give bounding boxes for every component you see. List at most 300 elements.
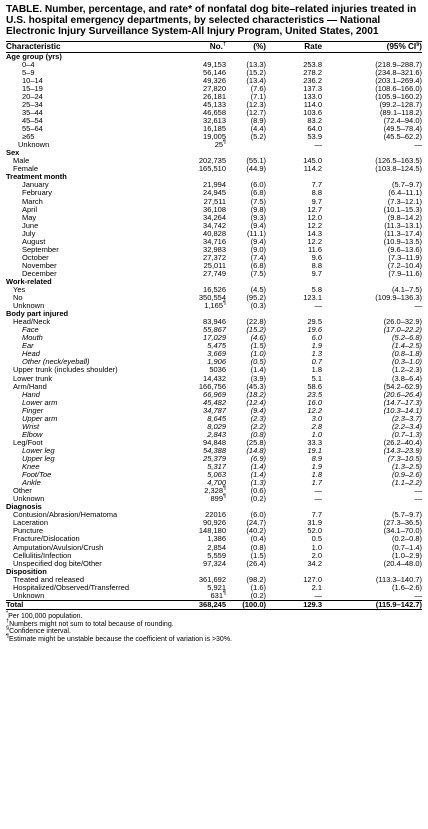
footnote-text: Estimate might be unstable because the coefficient of variation is >30%. (8, 636, 232, 644)
row-label-text: Head/Neck (13, 317, 51, 327)
cell-ci-text: (49.5–78.4) (383, 124, 422, 134)
row-label-text: November (22, 260, 57, 270)
row-label-text: Unknown (13, 494, 45, 504)
cell-rate-text: 127.0 (303, 574, 322, 584)
cell-number-text: 27,511 (203, 196, 226, 206)
cell-percent-text: (0.8) (250, 542, 266, 552)
row-label-text: Unspecified dog bite/Other (13, 558, 102, 568)
cell-rate-text: 6.0 (311, 333, 322, 343)
cell-percent-text: (6.0) (250, 510, 266, 520)
cell-rate-text: 1.7 (311, 478, 322, 488)
cell-rate-text: 114.0 (303, 99, 322, 109)
footnote-mark: ¶ (223, 300, 226, 307)
cell-number-text: 36,108 (203, 204, 226, 214)
cell-ci-text: (99.2–128.7) (379, 99, 422, 109)
cell-rate-text: 2.1 (311, 582, 322, 592)
footnote-mark: ¶ (223, 590, 226, 597)
cell-ci-text: (89.1–118.2) (380, 107, 422, 117)
cell-number-text: 5,063 (207, 470, 226, 480)
cell-percent-text: (1.5) (250, 550, 266, 560)
cell-number-text: 34,716 (203, 236, 226, 246)
cell-number-text: 34,742 (203, 220, 226, 230)
cell-rate-text: 12.0 (307, 212, 322, 222)
cell-number-text: 2,328 (204, 486, 224, 496)
cell-ci (322, 487, 422, 495)
cell-ci-text: (0.2–0.8) (391, 534, 422, 544)
cell-rate-text: 133.0 (303, 91, 322, 101)
cell-number-text: 55,867 (203, 325, 226, 335)
row-label-text: 10–14 (22, 75, 43, 85)
header-number (180, 41, 226, 52)
cell-rate-text: 12.2 (307, 236, 322, 246)
row-label (6, 141, 180, 149)
table-body (6, 52, 422, 609)
row-label-text: September (22, 244, 59, 254)
data-table (6, 41, 422, 610)
cell-number-text: 368,245 (198, 599, 226, 609)
cell-percent-text: (2.2) (250, 421, 266, 431)
cell-ci-text: (14.7–17.3) (383, 397, 422, 407)
cell-number-text: 2,854 (207, 542, 226, 552)
cell-percent-text: (6.8) (250, 188, 266, 198)
cell-rate (266, 270, 322, 278)
cell-rate-text: 1.8 (311, 470, 322, 480)
cell-ci-text: (109.9–136.3) (375, 293, 422, 303)
cell-number-text: 16,526 (203, 285, 226, 295)
cell-ci-text: (5.7–9.7) (391, 180, 422, 190)
cell-rate-text: 2.8 (311, 421, 322, 431)
cell-number-text: 2,843 (207, 429, 226, 439)
cell-ci-text: (0.3–1.0) (391, 357, 422, 367)
row-label (6, 286, 180, 294)
row-label-text: Yes (13, 285, 26, 295)
cell-number-text: 97,324 (203, 558, 226, 568)
cell-percent-text: (9.4) (250, 236, 266, 246)
table-row (6, 141, 422, 149)
cell-percent-text: (22.8) (246, 317, 266, 327)
cell-ci-text: (108.6–166.0) (375, 83, 422, 93)
cell-number-text: 40,828 (203, 228, 226, 238)
cell-percent-text: (44.9) (246, 164, 266, 174)
cell-rate-text: 12.7 (307, 204, 322, 214)
cell-percent-text: (0.8) (250, 429, 266, 439)
cell-rate-text: 9.7 (311, 196, 322, 206)
cell-ci-text: (218.9–288.7) (375, 59, 422, 69)
row-label-text: Unknown (13, 590, 45, 600)
cell-ci-text: (10.1–15.3) (383, 204, 422, 214)
section-label: Body part injured (6, 309, 69, 319)
cell-rate-text: 129.3 (303, 599, 322, 609)
footnote (6, 610, 422, 621)
row-label-text: Knee (22, 462, 40, 472)
cell-percent-text: (11.1) (246, 228, 266, 238)
cell-rate-text: — (314, 140, 322, 150)
cell-number-text: 3,669 (207, 349, 226, 359)
row-label-text: May (22, 212, 37, 222)
cell-number-text: 34,264 (203, 212, 226, 222)
cell-number-text: 26,181 (203, 91, 226, 101)
cell-number-text: 90,926 (203, 518, 226, 528)
row-label-text: February (22, 188, 53, 198)
row-label-text: Other (neck/eyeball) (22, 357, 90, 367)
cell-rate-text: — (314, 590, 322, 600)
cell-ci-text: (14.3–23.9) (383, 445, 422, 455)
table-row (6, 495, 422, 503)
cell-percent-text: (4.4) (250, 124, 266, 134)
cell-rate-text: 8.9 (311, 454, 322, 463)
cell-number-text: 8,645 (207, 413, 226, 423)
cell-rate (266, 302, 322, 310)
row-label-text: Lower arm (22, 397, 58, 407)
cell-ci-text: — (414, 486, 422, 496)
cell-rate-text: 33.3 (307, 437, 322, 447)
cell-percent-text: (1.4) (250, 470, 266, 480)
cell-percent-text: (1.0) (250, 349, 266, 359)
cell-ci-text: (115.9–142.7) (375, 599, 422, 609)
cell-ci-text: (1.3–2.5) (391, 462, 422, 472)
cell-percent-text: (5.2) (250, 132, 266, 142)
section-label: Work-related (6, 276, 52, 286)
cell-ci-text: (20.6–26.4) (383, 389, 422, 399)
cell-percent (226, 302, 266, 310)
cell-rate-text: — (314, 301, 322, 311)
header-label: Rate (304, 41, 322, 51)
cell-rate (266, 495, 322, 503)
row-label (6, 592, 180, 601)
cell-percent-text: (6.9) (250, 454, 266, 463)
cell-percent-text: (1.4) (250, 365, 266, 375)
section-label: Disposition (6, 566, 47, 576)
section-label: Age group (yrs) (6, 51, 62, 61)
row-label-text: 45–54 (22, 116, 43, 126)
cell-rate-text: 278.2 (303, 67, 322, 77)
cell-number-text: 25,011 (203, 260, 226, 270)
cell-number-text: 83,946 (203, 317, 226, 327)
cell-number-text: 1,906 (207, 357, 226, 367)
cell-ci-text: (7.9–11.6) (388, 268, 422, 278)
cell-number-text: 49,153 (203, 59, 226, 69)
cell-percent-text: (14.8) (246, 445, 266, 455)
cell-percent-text: (0.6) (250, 486, 266, 496)
cell-ci-text: (4.1–7.5) (391, 285, 422, 295)
header-row (6, 41, 422, 52)
cell-percent-text: (1.3) (250, 478, 266, 488)
cell-number-text: 5,559 (207, 550, 226, 560)
footnote-mark: § (6, 626, 10, 633)
cell-ci-text: (34.1–70.0) (383, 526, 422, 536)
cell-ci-text: (1.1–2.2) (391, 478, 422, 488)
cell-percent-text: (95.2) (246, 293, 266, 303)
footnote-mark: * (6, 610, 9, 617)
table-row (6, 165, 422, 173)
cell-percent-text: (1.4) (250, 462, 266, 472)
cell-ci-text: (1.6–2.6) (391, 582, 422, 592)
row-label-text: No (13, 293, 23, 303)
cell-rate (266, 600, 322, 609)
footnote-mark: † (6, 618, 10, 625)
cell-rate-text: 53.9 (307, 132, 322, 142)
cell-rate-text: — (314, 486, 322, 496)
cell-ci-text: (0.9–2.6) (391, 470, 422, 480)
cell-ci (322, 479, 422, 487)
cell-number-text: 45,133 (203, 99, 226, 109)
cell-number-text: 54,388 (203, 445, 226, 455)
footnote-mark: ¶ (223, 139, 226, 146)
cell-rate-text: 52.0 (307, 526, 322, 536)
row-label-text: Head (22, 349, 40, 359)
cell-percent-text: (0.3) (250, 301, 266, 311)
cell-percent-text: (15.2) (246, 325, 266, 335)
cell-number (180, 600, 226, 609)
row-label-text: Hospitalized/Observed/Transferred (13, 582, 130, 592)
cell-number-text: 32,983 (203, 244, 226, 254)
header-characteristic (6, 41, 180, 52)
row-label-text: Laceration (13, 518, 49, 528)
cell-ci-text: (27.3–36.5) (383, 518, 422, 528)
cell-percent-text: (7.4) (250, 252, 266, 262)
cell-rate-text: 12.2 (307, 220, 322, 230)
cell-rate-text: 58.6 (307, 381, 322, 391)
cell-number-text: 166,756 (198, 381, 226, 391)
cell-percent-text: (1.6) (250, 582, 266, 592)
row-label-text: July (22, 228, 36, 238)
cell-rate-text: 145.0 (303, 156, 322, 166)
cell-rate-text: 83.2 (307, 116, 322, 126)
row-label-text: Hand (22, 389, 40, 399)
cell-ci-text: (7.3–12.1) (387, 196, 422, 206)
cell-ci-text: (203.1–269.4) (375, 75, 422, 85)
cell-rate-text: 3.0 (311, 413, 322, 423)
cell-ci-text: (9.6–13.6) (387, 244, 422, 254)
cell-ci (322, 133, 422, 141)
cell-ci-text: (5.7–9.7) (391, 510, 422, 520)
cell-rate-text: 19.6 (307, 325, 322, 335)
cell-percent-text: (7.1) (250, 91, 266, 101)
row-label-text: Fracture/Dislocation (13, 534, 80, 544)
cell-rate (266, 141, 322, 149)
row-label-text: Wrist (22, 421, 40, 431)
cell-number (180, 270, 226, 278)
cell-number (180, 302, 226, 310)
cell-percent-text: (4.5) (250, 285, 266, 295)
header-label: (95% CI (386, 41, 417, 51)
cell-number-text: 56,146 (203, 67, 226, 77)
cell-rate-text: 236.2 (303, 75, 322, 85)
cell-number-text: 165,510 (198, 164, 226, 174)
row-label-text: Female (13, 164, 39, 174)
row-label-text: 20–24 (22, 91, 43, 101)
row-label-text: Treated and released (13, 574, 85, 584)
cell-number-text: 1,165 (204, 301, 224, 311)
cell-ci-text: (17.0–22.2) (383, 325, 422, 335)
cell-ci-text: (5.2–6.8) (391, 333, 422, 343)
cell-ci (322, 600, 422, 609)
section-label: Sex (6, 148, 20, 158)
row-label (6, 479, 180, 487)
row-label-text: Cellulitis/Infection (13, 550, 72, 560)
row-label-text: Unknown (13, 301, 45, 311)
row-label-text: March (22, 196, 43, 206)
cell-number-text: 21,994 (203, 180, 226, 190)
cell-rate-text: 123.1 (303, 293, 322, 303)
cell-ci-text: (7.3–11.9) (388, 252, 422, 262)
cell-percent-text: (9.0) (250, 244, 266, 254)
cell-percent-text: (9.4) (250, 405, 266, 415)
cell-percent-text: (9.4) (250, 220, 266, 230)
cell-number-text: 202,735 (198, 156, 226, 166)
cell-number-text: 1,386 (207, 534, 226, 544)
cell-ci (322, 270, 422, 278)
header-percent (226, 41, 266, 52)
cell-rate-text: 23.5 (307, 389, 322, 399)
cell-ci-text: (26.2–40.4) (383, 437, 422, 447)
cell-percent-text: (0.5) (250, 357, 266, 367)
cell-rate-text: 114.2 (303, 164, 322, 174)
cell-rate-text: 7.7 (311, 510, 322, 520)
row-label-text: Upper trunk (includes shoulder) (13, 365, 118, 375)
cell-ci-text: (2.3–3.7) (391, 413, 422, 423)
cell-ci-text: (26.0–32.9) (383, 317, 422, 327)
cell-ci-text: (45.5–62.2) (383, 132, 422, 142)
row-label-text: January (22, 180, 49, 190)
cell-percent-text: (98.2) (246, 574, 266, 584)
row-label-text: Ankle (22, 478, 41, 488)
cell-number-text: 5,921 (207, 582, 226, 592)
cell-percent-text: (8.9) (250, 116, 266, 126)
cell-percent-text: (0.2) (250, 494, 266, 504)
cell-number (180, 165, 226, 173)
row-label-text: Amputation/Avulsion/Crush (13, 542, 104, 552)
cell-ci-text: (11.3–13.1) (384, 220, 422, 230)
cell-ci-text: (1.2–2.3) (391, 365, 422, 375)
cell-percent (226, 270, 266, 278)
cell-ci-text: — (414, 140, 422, 150)
footnote-mark: ¶ (6, 633, 9, 640)
table-row (6, 302, 422, 310)
cell-ci-text: (126.5–163.5) (375, 156, 422, 166)
header-label: (%) (253, 41, 266, 51)
cell-ci-text: (11.3–17.4) (384, 228, 422, 238)
row-label-text: 55–64 (22, 124, 43, 134)
header-label: ) (419, 41, 422, 51)
cell-percent (226, 560, 266, 568)
cell-number-text: 361,692 (198, 574, 226, 584)
footnote-text: Per 100,000 population. (8, 612, 83, 620)
cell-percent-text: (0.2) (250, 590, 266, 600)
cell-number-text: 16,185 (203, 124, 226, 134)
cell-percent-text: (3.9) (250, 373, 266, 383)
cell-number-text: 27,820 (203, 83, 226, 93)
cell-number-text: 5,475 (207, 341, 226, 351)
cell-number-text: 27,749 (203, 268, 226, 278)
cell-number-text: 34,787 (203, 405, 226, 415)
cell-ci (322, 302, 422, 310)
footnotes (6, 610, 422, 644)
row-label-text: June (22, 220, 39, 230)
cell-ci-text: (1.4–2.5) (391, 341, 422, 351)
header-label: No. (209, 41, 223, 51)
cell-number-text: 14,432 (203, 373, 226, 383)
table-row (6, 270, 422, 278)
cell-ci-text: (113.3–140.7) (375, 574, 422, 584)
cell-percent (226, 133, 266, 141)
row-label-text: December (22, 268, 57, 278)
cell-ci-text: (234.8–321.6) (375, 67, 422, 77)
row-label-text: Lower leg (22, 445, 55, 455)
row-label-text: Contusion/Abrasion/Hematoma (13, 510, 118, 520)
cell-percent-text: (0.4) (250, 534, 266, 544)
cell-percent-text: (9.8) (250, 204, 266, 214)
cell-number-text: 46,658 (203, 107, 226, 117)
section-label: Diagnosis (6, 502, 42, 512)
cell-rate-text: 0.7 (311, 357, 322, 367)
cell-percent (226, 495, 266, 503)
row-label-text: Other (13, 486, 32, 496)
row-label-text: Male (13, 156, 30, 166)
cell-number-text: 24,945 (203, 188, 226, 198)
cell-ci-text: (72.4–94.0) (383, 116, 422, 126)
row-label-text: Leg/Foot (13, 437, 43, 447)
cell-percent-text: (7.5) (250, 268, 266, 278)
cell-rate-text: 5.1 (311, 373, 322, 383)
cell-ci-text: (9.8–14.2) (387, 212, 422, 222)
cell-ci (322, 560, 422, 568)
cell-percent-text: (55.1) (246, 156, 266, 166)
table-header (6, 41, 422, 52)
row-label-text: April (22, 204, 38, 214)
cell-ci (322, 584, 422, 592)
cell-rate-text: 1.0 (311, 429, 322, 439)
cell-percent-text: (12.7) (246, 107, 266, 117)
cell-ci-text: (7.2–10.4) (387, 260, 422, 270)
cell-rate-text: 5.8 (311, 285, 322, 295)
row-label-text: 5–9 (22, 67, 35, 77)
row-label-text: Upper arm (22, 413, 58, 423)
cell-percent-text: (13.3) (246, 59, 266, 69)
cell-number-text: 17,029 (203, 333, 226, 343)
cell-percent (226, 600, 266, 609)
cell-rate-text: 11.6 (307, 244, 322, 254)
row-label-text: Face (22, 325, 39, 335)
cell-number-text: 4,700 (207, 478, 226, 488)
table-title: TABLE. Number, percentage, and rate* of nonfatal dog bite–related injuries treated in U.S. hospital emergency departments, by selected characteristics — National Electronic Injury Surveillance System-All Injury Program, United States, 2001 (6, 4, 417, 38)
row-label-text: August (22, 236, 46, 246)
section-label: Treatment month (6, 172, 67, 182)
cell-number-text: 45,482 (203, 397, 226, 407)
cell-rate-text: 103.6 (303, 107, 322, 117)
cell-ci (322, 141, 422, 149)
footnote (6, 633, 422, 644)
cell-percent-text: (6.8) (250, 260, 266, 270)
cell-rate-text: 19.1 (307, 445, 322, 455)
cell-rate-text: 8.8 (311, 188, 322, 198)
cell-number-text: 5036 (209, 365, 226, 375)
cell-rate (266, 560, 322, 568)
cell-number-text: 49,326 (203, 75, 226, 85)
row-label-text: 25–34 (22, 99, 43, 109)
row-label-text: Foot/Toe (22, 470, 52, 480)
cell-rate-text: 1.8 (311, 365, 322, 375)
cell-number-text: 27,372 (203, 252, 226, 262)
cell-percent-text: (6.0) (250, 180, 266, 190)
cell-number-text: 25 (214, 140, 224, 150)
header-label: Characteristic (6, 41, 61, 51)
cell-ci (322, 165, 422, 173)
cell-rate-text: 34.2 (307, 558, 322, 568)
cell-percent-text: (12.3) (246, 99, 266, 109)
cell-ci (322, 495, 422, 503)
cell-rate-text: 0.5 (311, 534, 322, 544)
